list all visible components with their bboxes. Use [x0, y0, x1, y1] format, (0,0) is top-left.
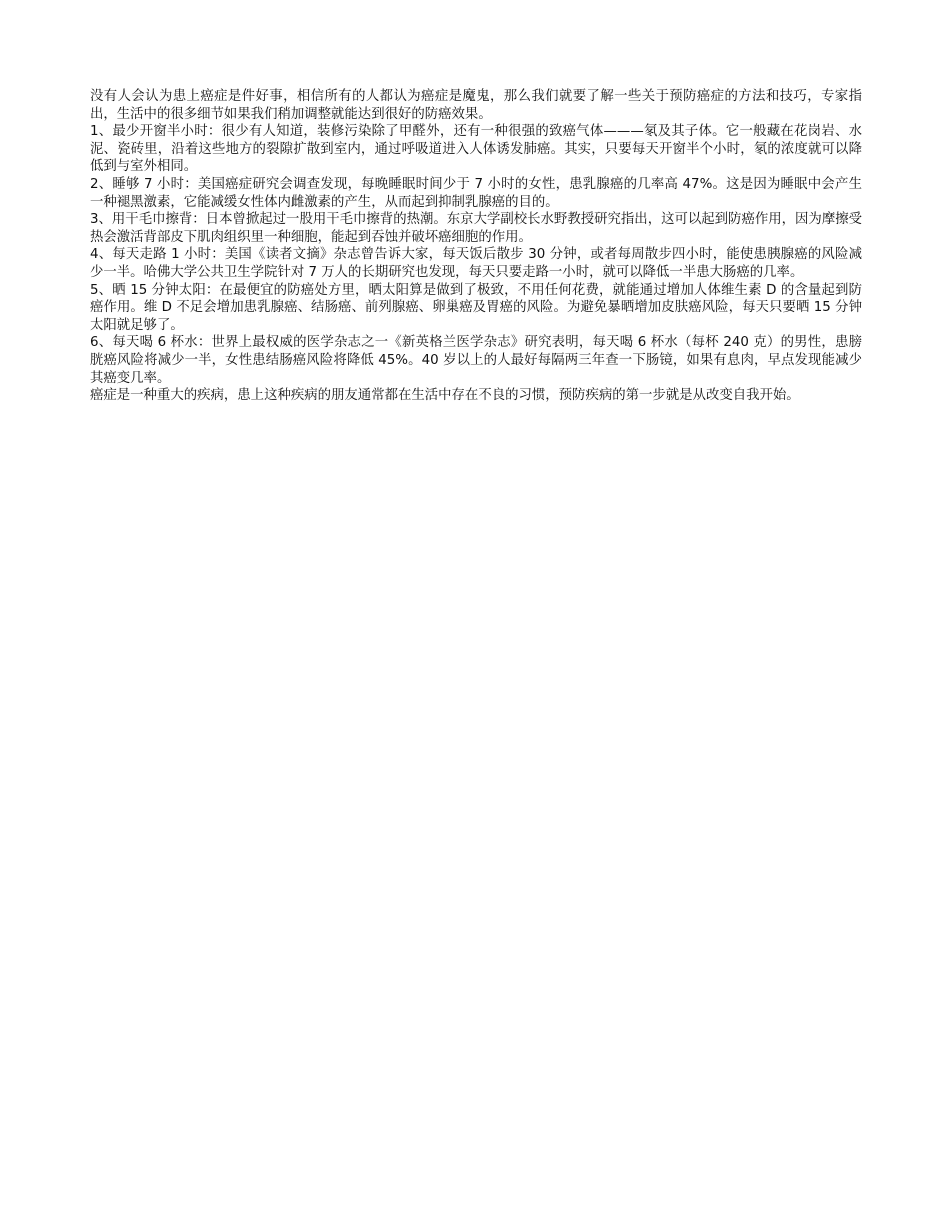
intro-paragraph: 没有人会认为患上癌症是件好事，相信所有的人都认为癌症是魔鬼，那么我们就要了解一些关于预防癌症的方法和技巧，专家指出，生活中的很多细节如果我们稍加调整就能达到很好的防癌效果。	[90, 89, 862, 122]
tip-5-sunlight-paragraph: 5、晒 15 分钟太阳：在最便宜的防癌处方里，晒太阳算是做到了极致，不用任何花费，就能通过增加人体维生素 D 的含量起到防癌作用。维 D 不足会增加患乳腺癌、结肠癌、前列腺癌、卵巢癌及胃癌的风险。为避免暴晒增加皮肤癌风险，每天只要晒 15 分钟太阳就足够了。	[90, 282, 862, 333]
document-body	[90, 88, 862, 405]
tip-2-sleep-paragraph: 2、睡够 7 小时：美国癌症研究会调查发现，每晚睡眠时间少于 7 小时的女性，患乳腺癌的几率高 47%。这是因为睡眠中会产生一种褪黑激素，它能减缓女性体内雌激素的产生，从而起到抑制乳腺癌的目的。	[90, 176, 862, 210]
tip-1-ventilation-paragraph: 1、最少开窗半小时：很少有人知道，装修污染除了甲醛外，还有一种很强的致癌气体———氡及其子体。它一般藏在花岗岩、水泥、瓷砖里，沿着这些地方的裂隙扩散到室内，通过呼吸道进入人体诱发肺癌。其实，只要每天开窗半个小时，氡的浓度就可以降低到与室外相同。	[90, 124, 862, 175]
tip-3-towel-rub-paragraph: 3、用干毛巾擦背：日本曾掀起过一股用干毛巾擦背的热潮。东京大学副校长水野教授研究指出，这可以起到防癌作用，因为摩擦受热会激活背部皮下肌肉组织里一种细胞，能起到吞蚀并破坏癌细胞的作用。	[90, 212, 862, 245]
conclusion-paragraph: 癌症是一种重大的疾病，患上这种疾病的朋友通常都在生活中存在不良的习惯，预防疾病的第一步就是从改变自我开始。	[90, 388, 800, 404]
tip-4-walking-paragraph: 4、每天走路 1 小时：美国《读者文摘》杂志曾告诉大家，每天饭后散步 30 分钟，或者每周散步四小时，能使患胰腺癌的风险减少一半。哈佛大学公共卫生学院针对 7 万人的长期研究也发现，每天只要走路一小时，就可以降低一半患大肠癌的几率。	[90, 247, 862, 280]
tip-6-water-paragraph: 6、每天喝 6 杯水：世界上最权威的医学杂志之一《新英格兰医学杂志》研究表明，每天喝 6 杯水（每杯 240 克）的男性，患膀胱癌风险将减少一半，女性患结肠癌风险将降低 45%。40 岁以上的人最好每隔两三年查一下肠镜，如果有息肉，早点发现能减少其癌变几率。	[90, 335, 862, 386]
